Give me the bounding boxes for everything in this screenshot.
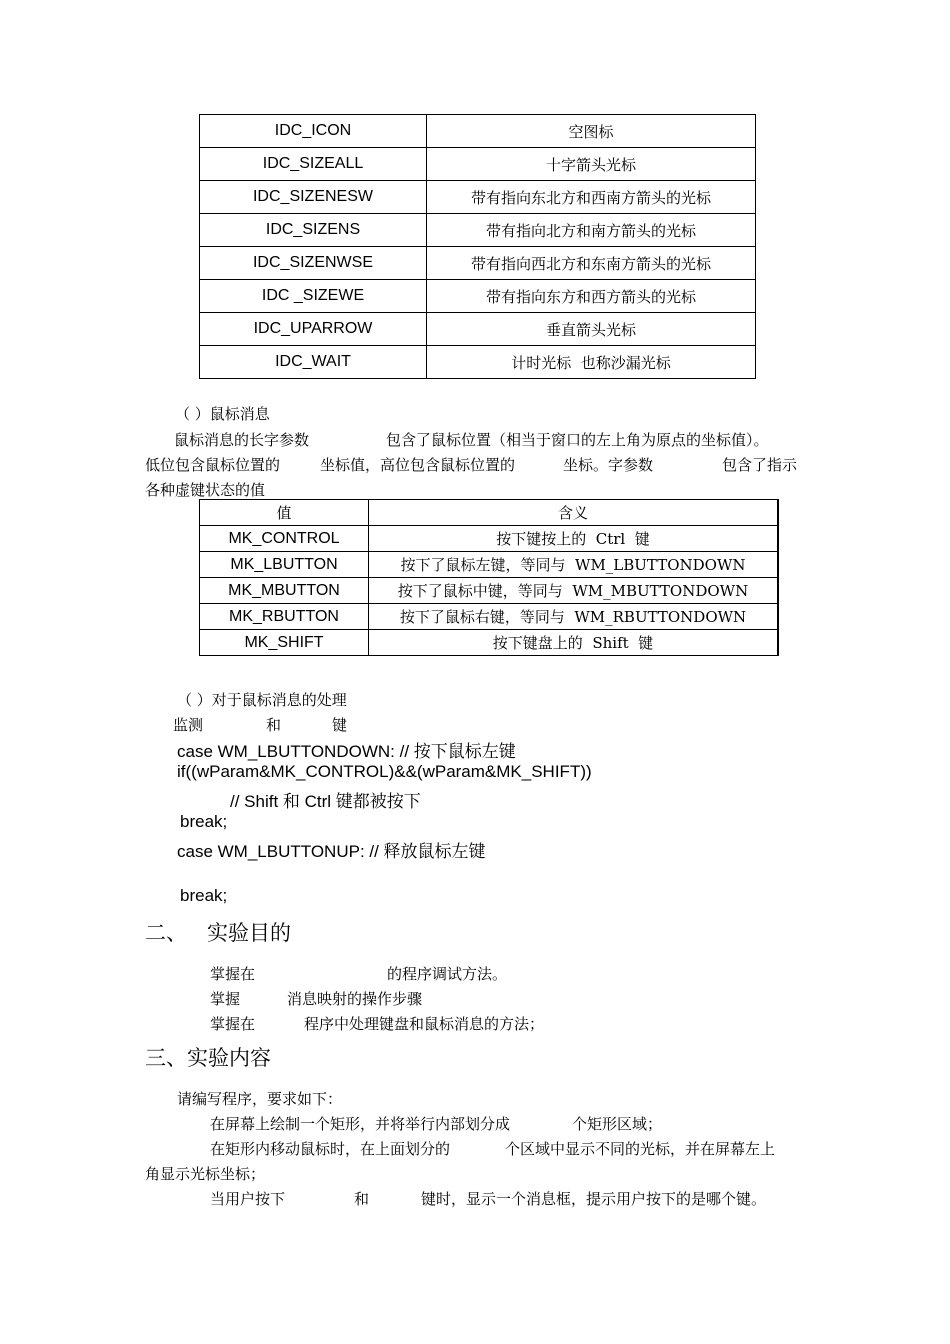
section3-intro: 请编写程序，要求如下： [177, 1090, 343, 1108]
table-row [200, 313, 756, 346]
cell-value: MK_SHIFT [200, 630, 369, 656]
cell-value: MK_CONTROL [200, 526, 369, 552]
section3-req2c: 角显示光标坐标； [145, 1165, 266, 1183]
table-row [200, 115, 756, 148]
detect-a: 监测 [173, 716, 204, 734]
section2-item3a: 掌握在 [210, 1015, 256, 1033]
section2-item1a: 掌握在 [210, 965, 256, 983]
mouse-msg-heading: （ ）鼠标消息 [175, 405, 270, 423]
cursor-table [199, 114, 756, 379]
mouse-msg-line2a: 低位包含鼠标位置的 [145, 456, 281, 474]
processing-heading: （ ）对于鼠标消息的处理 [177, 691, 347, 709]
detect-b: 和 [266, 716, 282, 734]
cell-meaning: 带有指向西北方和东南方箭头的光标 [427, 247, 756, 280]
section2-item1b: 的程序调试方法。 [387, 965, 508, 983]
cell-meaning: 计时光标 也称沙漏光标 [427, 346, 756, 379]
section2-item2b: 消息映射的操作步骤 [287, 990, 423, 1008]
section2-item2a: 掌握 [210, 990, 241, 1008]
header-value: 值 [200, 500, 369, 526]
header-meaning: 含义 [369, 500, 779, 526]
cell-value: IDC_SIZEALL [200, 148, 427, 181]
table-row [200, 604, 779, 630]
table-row [200, 148, 756, 181]
table-header-row [200, 500, 779, 526]
section3-req2a: 在矩形内移动鼠标时，在上面划分的 [210, 1140, 451, 1158]
cell-meaning: 带有指向北方和南方箭头的光标 [427, 214, 756, 247]
section2-title: 二、 实验目的 [145, 921, 292, 945]
cell-meaning: 空图标 [427, 115, 756, 148]
cell-meaning: 按下键按上的 Ctrl 键 [369, 526, 779, 552]
cell-meaning: 十字箭头光标 [427, 148, 756, 181]
cell-meaning: 带有指向东北方和西南方箭头的光标 [427, 181, 756, 214]
cell-meaning: 按下了鼠标左键，等同与 WM_LBUTTONDOWN [369, 552, 779, 578]
cell-value: MK_RBUTTON [200, 604, 369, 630]
section3-req1b: 个矩形区域； [572, 1115, 663, 1133]
mouse-msg-line2b: 坐标值，高位包含鼠标位置的 [320, 456, 516, 474]
section3-req3b: 和 [354, 1190, 370, 1208]
section3-req3c: 键时，显示一个消息框，提示用户按下的是哪个键。 [421, 1190, 767, 1208]
code-line-3: // Shift 和 Ctrl 键都被按下 [230, 792, 421, 811]
cell-meaning: 按下键盘上的 Shift 键 [369, 630, 779, 656]
table-row [200, 280, 756, 313]
code-line-6: break; [180, 886, 228, 905]
mouse-msg-line1b: 包含了鼠标位置（相当于窗口的左上角为原点的坐标值）。 [386, 431, 769, 449]
table-row [200, 247, 756, 280]
table-row [200, 181, 756, 214]
code-line-4: break; [180, 812, 228, 831]
table-row [200, 630, 779, 656]
section3-req3a: 当用户按下 [210, 1190, 286, 1208]
cell-value: IDC _SIZEWE [200, 280, 427, 313]
section2-item3b: 程序中处理键盘和鼠标消息的方法； [304, 1015, 545, 1033]
table-row [200, 552, 779, 578]
cell-value: MK_LBUTTON [200, 552, 369, 578]
table-row [200, 346, 756, 379]
table-row [200, 578, 779, 604]
cell-meaning: 按下了鼠标中键，等同与 WM_MBUTTONDOWN [369, 578, 779, 604]
mouse-msg-line3: 各种虚键状态的值 [145, 481, 266, 499]
cell-value: IDC_UPARROW [200, 313, 427, 346]
section3-title: 三、实验内容 [145, 1046, 271, 1070]
table-row [200, 214, 756, 247]
mouse-msg-line2d: 包含了指示 [722, 456, 798, 474]
mouse-msg-line2c: 坐标。字参数 [563, 456, 654, 474]
code-line-2: if((wParam&MK_CONTROL)&&(wParam&MK_SHIFT)) [177, 762, 592, 781]
cell-value: IDC_SIZENS [200, 214, 427, 247]
section3-req1a: 在屏幕上绘制一个矩形，并将举行内部划分成 [210, 1115, 511, 1133]
detect-c: 键 [332, 716, 348, 734]
cell-value: IDC_SIZENWSE [200, 247, 427, 280]
cell-meaning: 按下了鼠标右键，等同与 WM_RBUTTONDOWN [369, 604, 779, 630]
code-line-1: case WM_LBUTTONDOWN: // 按下鼠标左键 [177, 742, 516, 761]
cell-value: IDC_SIZENESW [200, 181, 427, 214]
cell-value: IDC_WAIT [200, 346, 427, 379]
mk-flags-table [199, 499, 779, 656]
cell-value: IDC_ICON [200, 115, 427, 148]
mouse-msg-line1a: 鼠标消息的长字参数 [174, 431, 310, 449]
section3-req2b: 个区域中显示不同的光标，并在屏幕左上 [505, 1140, 776, 1158]
cell-meaning: 带有指向东方和西方箭头的光标 [427, 280, 756, 313]
cell-meaning: 垂直箭头光标 [427, 313, 756, 346]
code-line-5: case WM_LBUTTONUP: // 释放鼠标左键 [177, 842, 486, 861]
cell-value: MK_MBUTTON [200, 578, 369, 604]
table-row [200, 526, 779, 552]
